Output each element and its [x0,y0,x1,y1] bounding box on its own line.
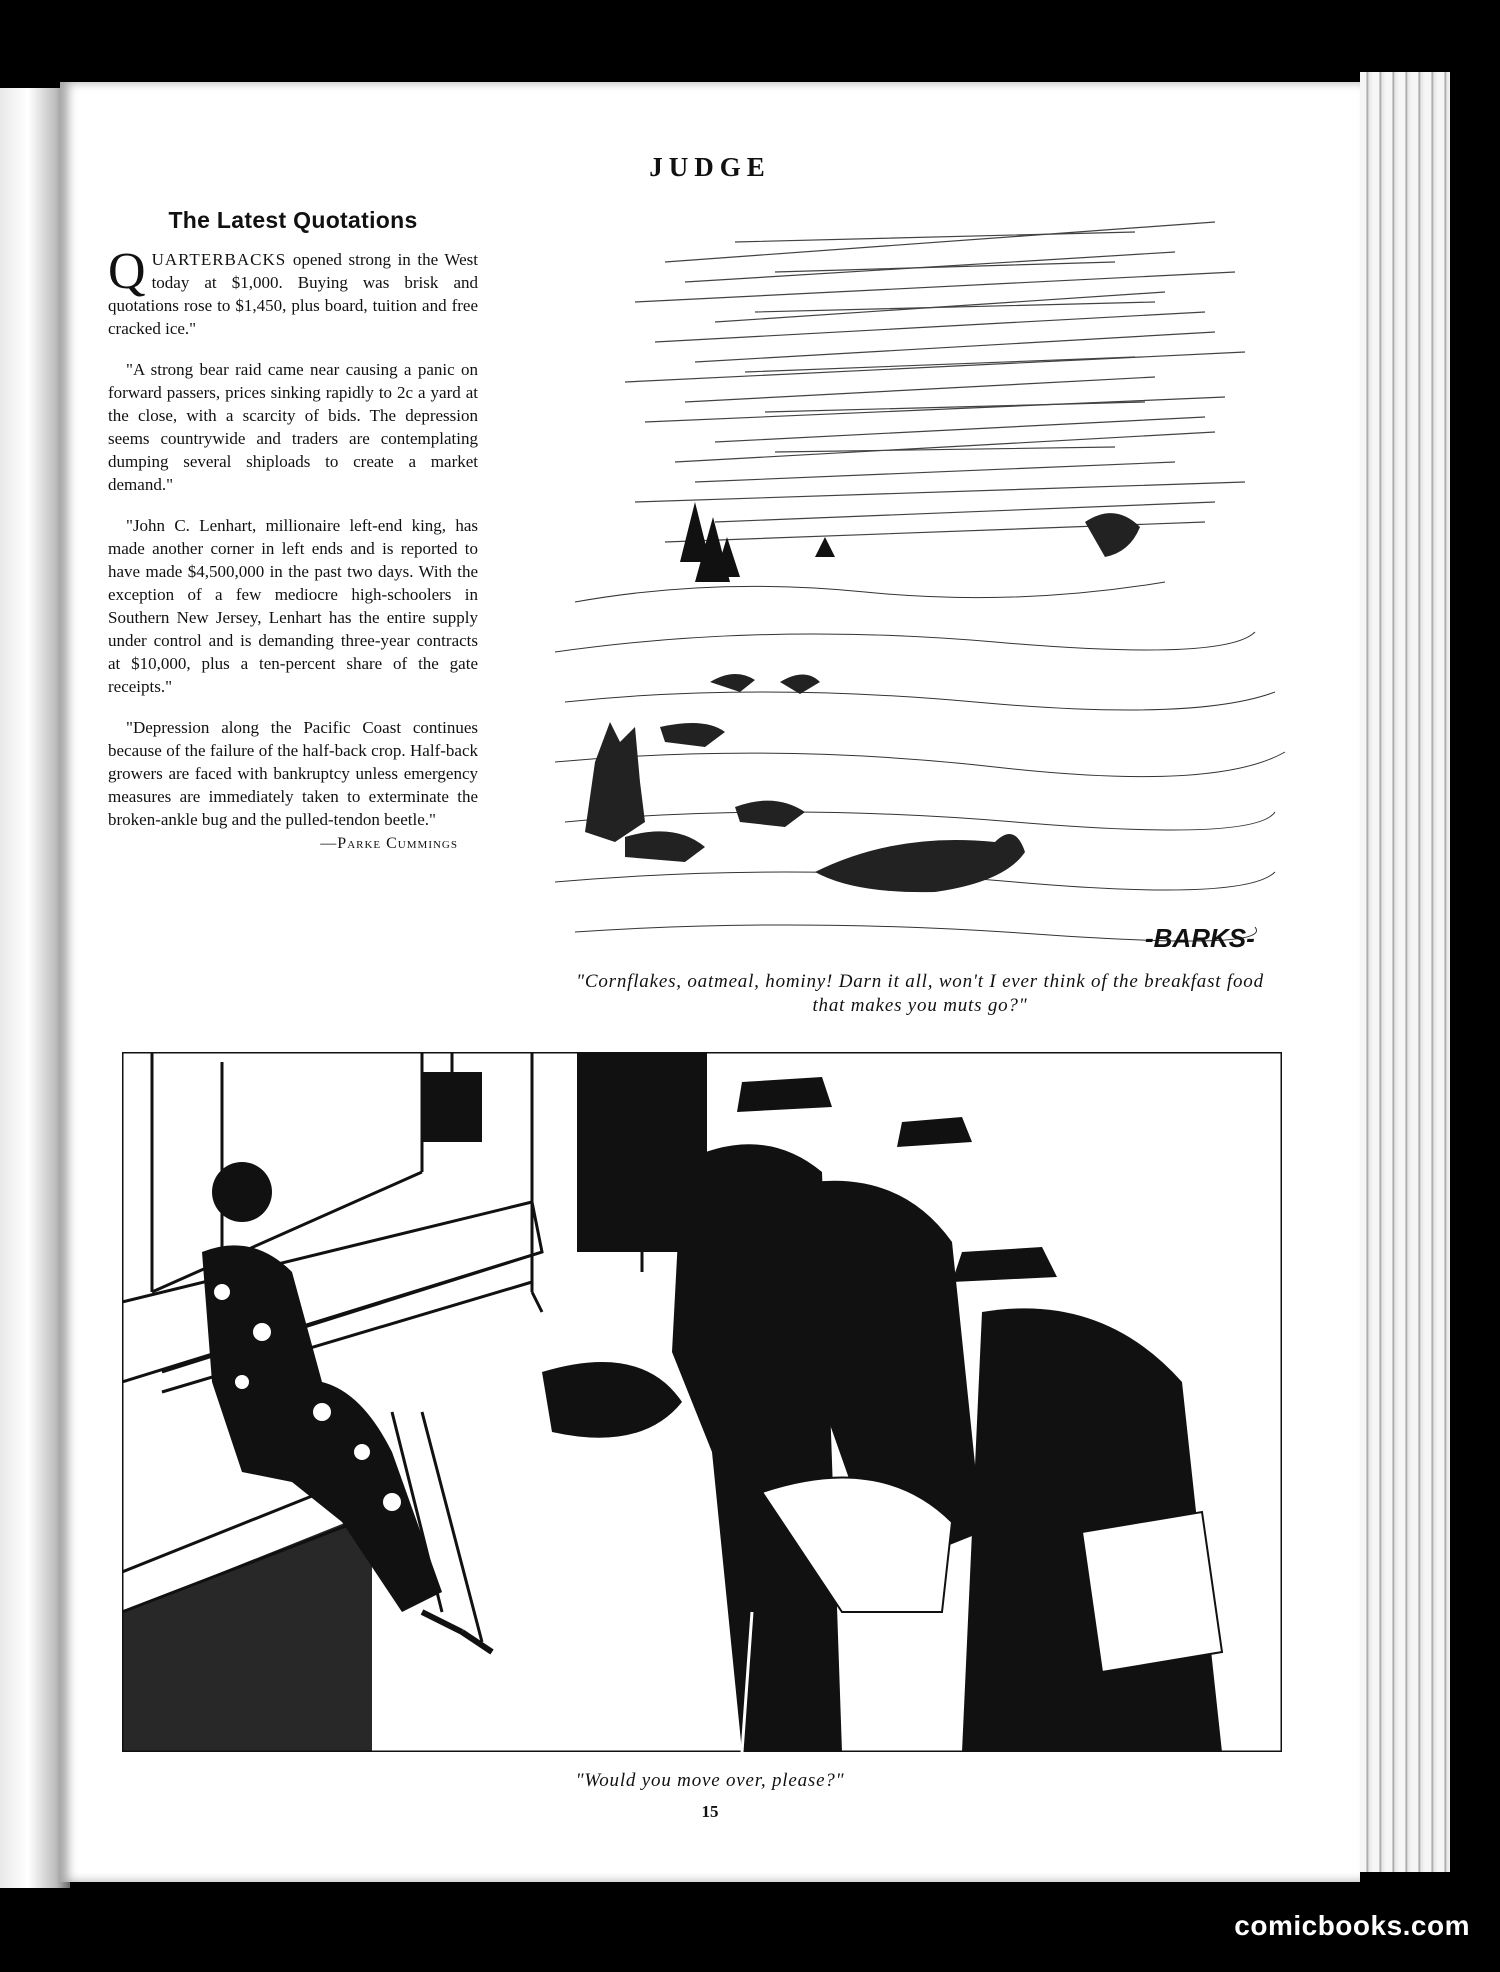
paragraph-text: opened strong in the West today at $1,000. Buying was brisk and quotations rose to $1,450, plus board, tuition and free cracked ice." [108,250,478,338]
bottom-cartoon-caption: "Would you move over, please?" [575,1770,845,1791]
article-paragraph [108,243,478,340]
article-title: The Latest Quotations [168,207,418,233]
blizzard-wolves-cartoon [515,182,1305,1032]
subway-car-cartoon [122,1052,1282,1752]
watermark: comicbooks.com [1234,1910,1470,1941]
magazine-page [60,82,1360,1882]
page-stack-edge [1360,72,1450,1872]
article-column [108,207,478,853]
article-paragraph: "John C. Lenhart, millionaire left-end king, has made another corner in left ends and is reported to have made $4,500,000 in the past two days. With the exception of a few mediocre high-schoolers in Southern New Jersey, Lenhart has the entire supply under control and is demanding three-year contracts at $10,000, plus a ten-percent share of the gate receipts." [108,516,478,696]
article-paragraph: "Depression along the Pacific Coast continues because of the failure of the half-back crop. Half-back growers are faced with bankruptcy unless emergency measures are immediately taken to exterminate the broken-ankle bug and the pulled-tendon beetle." [108,718,478,829]
lead-word: UARTERBACKS [151,250,287,269]
page-number: 15 [701,1802,719,1821]
drop-cap: Q [108,243,146,300]
byline: —Parke Cummings [320,835,458,852]
running-head: JUDGE [649,152,771,182]
artist-signature: -BARKS- [1145,923,1255,953]
article-paragraph: "A strong bear raid came near causing a panic on forward passers, prices sinking rapidly to 2c a yard at the close, with a scarcity of bids. The depression seems countrywide and traders are contemplating dumping several shiploads to create a market demand." [108,360,478,494]
top-cartoon-caption: "Cornflakes, oatmeal, hominy! Darn it all, won't I ever think of the breakfast food that makes you muts go?" [576,971,1264,1016]
